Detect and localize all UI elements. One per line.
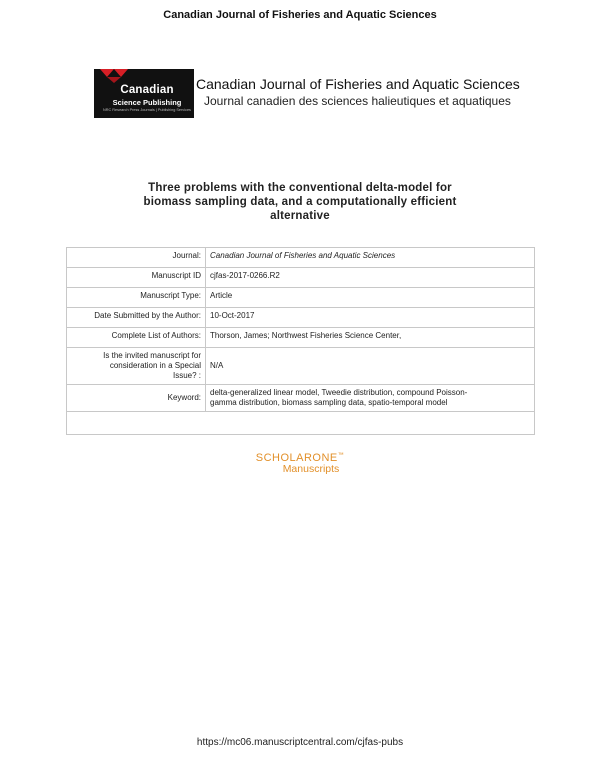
table-row xyxy=(67,288,535,308)
table-row xyxy=(67,248,535,268)
table-row xyxy=(67,268,535,288)
logo-text-tagline: NRC Research Press Journals | Publishing Services xyxy=(103,108,191,112)
scholarone-manuscripts-logo xyxy=(0,452,600,475)
paper-title-line: biomass sampling data, and a computationally efficient xyxy=(143,196,457,208)
paper-title-line: Three problems with the conventional delta-model for xyxy=(148,182,452,194)
table-row xyxy=(67,328,535,348)
row-label: Manuscript ID xyxy=(67,268,206,288)
table-row xyxy=(67,385,535,412)
manuscript-metadata-table xyxy=(66,247,535,435)
row-label: Manuscript Type: xyxy=(67,288,206,308)
row-label: Keyword: xyxy=(67,385,206,412)
row-label-line: Is the invited manuscript for xyxy=(103,351,201,360)
paper-title-line: alternative xyxy=(270,210,330,222)
table-row xyxy=(67,348,535,385)
table-row-empty xyxy=(67,412,535,435)
keyword-line: gamma distribution, biomass sampling data, spatio-temporal model xyxy=(210,398,448,407)
row-label: Journal: xyxy=(67,248,206,268)
row-label: Complete List of Authors: xyxy=(67,328,206,348)
manuscripts-text: Manuscripts xyxy=(282,463,340,475)
paper-title xyxy=(100,181,500,223)
table-row xyxy=(67,308,535,328)
scholarone-wordmark: SCHOLARONE xyxy=(255,452,338,464)
canadian-science-publishing-logo xyxy=(94,69,194,118)
row-value-keywords xyxy=(206,385,535,412)
empty-cell xyxy=(67,412,535,435)
row-value-date-submitted: 10-Oct-2017 xyxy=(206,308,535,328)
row-value-manuscript-id: cjfas-2017-0266.R2 xyxy=(206,268,535,288)
row-value-manuscript-type: Article xyxy=(206,288,535,308)
logo-text-science-publishing: Science Publishing xyxy=(112,98,182,107)
keyword-line: delta-generalized linear model, Tweedie distribution, compound Poisson- xyxy=(210,388,468,397)
row-label: Date Submitted by the Author: xyxy=(67,308,206,328)
trademark-symbol: ™ xyxy=(337,452,345,459)
row-label xyxy=(67,348,206,385)
running-header: Canadian Journal of Fisheries and Aquatic Sciences xyxy=(163,9,437,21)
row-value-journal: Canadian Journal of Fisheries and Aquatic Sciences xyxy=(206,248,535,268)
row-label-line: consideration in a Special xyxy=(109,361,201,370)
journal-name-fr: Journal canadien des sciences halieutiques et aquatiques xyxy=(204,94,511,108)
journal-masthead xyxy=(94,69,520,118)
footer-url: https://mc06.manuscriptcentral.com/cjfas-pubs xyxy=(196,737,404,748)
journal-name-en: Canadian Journal of Fisheries and Aquatic Sciences xyxy=(196,76,520,92)
row-value-authors: Thorson, James; Northwest Fisheries Science Center, xyxy=(206,328,535,348)
row-value-special-issue: N/A xyxy=(206,348,535,385)
logo-text-canadian: Canadian xyxy=(120,84,174,96)
row-label-line: Issue? : xyxy=(172,371,201,380)
